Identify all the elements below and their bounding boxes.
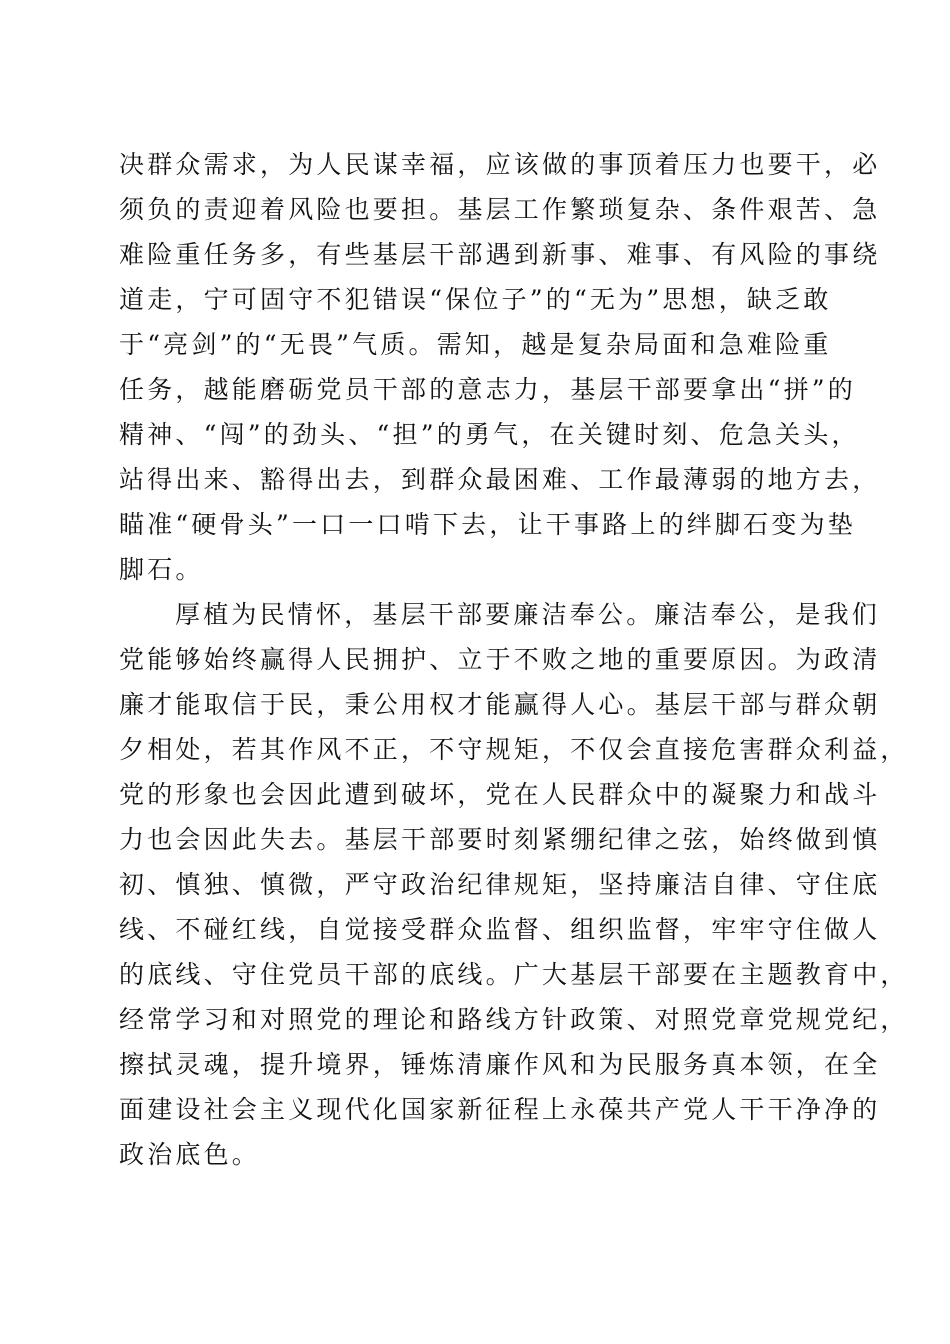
paragraph-line: 夕相处，若其作风不正，不守规矩，不仅会直接危害群众利益，	[119, 735, 909, 764]
paragraph-line: 党的形象也会因此遭到破坏，党在人民群众中的凝聚力和战斗	[119, 780, 881, 809]
paragraph-line: 厚植为民情怀，基层干部要廉洁奉公。廉洁奉公，是我们	[175, 600, 881, 629]
paragraph-line: 脚石。	[119, 555, 204, 584]
paragraph-line: 任务，越能磨砺党员干部的意志力，基层干部要拿出“拼”的	[119, 375, 856, 404]
paragraph-line: 廉才能取信于民，秉公用权才能赢得人心。基层干部与群众朝	[119, 690, 881, 719]
paragraph-line: 政治底色。	[119, 1140, 261, 1169]
paragraph-line: 线、不碰红线，自觉接受群众监督、组织监督，牢牢守住做人	[119, 915, 881, 944]
paragraph-line: 道走，宁可固守不犯错误“保位子”的“无为”思想，缺乏敢	[119, 285, 832, 314]
paragraph-line: 站得出来、豁得出去，到群众最困难、工作最薄弱的地方去，	[119, 465, 881, 494]
paragraph-line: 决群众需求，为人民谋幸福，应该做的事顶着压力也要干，必	[119, 150, 881, 179]
paragraph-line: 党能够始终赢得人民拥护、立于不败之地的重要原因。为政清	[119, 645, 881, 674]
paragraph-line: 精神、“闯”的劲头、“担”的勇气，在关键时刻、危急关头，	[119, 420, 860, 449]
paragraph-line: 难险重任务多，有些基层干部遇到新事、难事、有风险的事绕	[119, 240, 881, 269]
paragraph-line: 经常学习和对照党的理论和路线方针政策、对照党章党规党纪，	[119, 1005, 909, 1034]
paragraph-line: 的底线、守住党员干部的底线。广大基层干部要在主题教育中，	[119, 960, 909, 989]
paragraph-line: 初、慎独、慎微，严守政治纪律规矩，坚持廉洁自律、守住底	[119, 870, 881, 899]
paragraph-line: 力也会因此失去。基层干部要时刻紧绷纪律之弦，始终做到慎	[119, 825, 881, 854]
paragraph-line: 须负的责迎着风险也要担。基层工作繁琐复杂、条件艰苦、急	[119, 195, 881, 224]
paragraph-line: 于“亮剑”的“无畏”气质。需知，越是复杂局面和急难险重	[119, 330, 832, 359]
paragraph-line: 擦拭灵魂，提升境界，锤炼清廉作风和为民服务真本领，在全	[119, 1050, 881, 1079]
paragraph-line: 瞄准“硬骨头”一口一口啃下去，让干事路上的绊脚石变为垫	[119, 510, 856, 539]
paragraph-line: 面建设社会主义现代化国家新征程上永葆共产党人干干净净的	[119, 1095, 881, 1124]
